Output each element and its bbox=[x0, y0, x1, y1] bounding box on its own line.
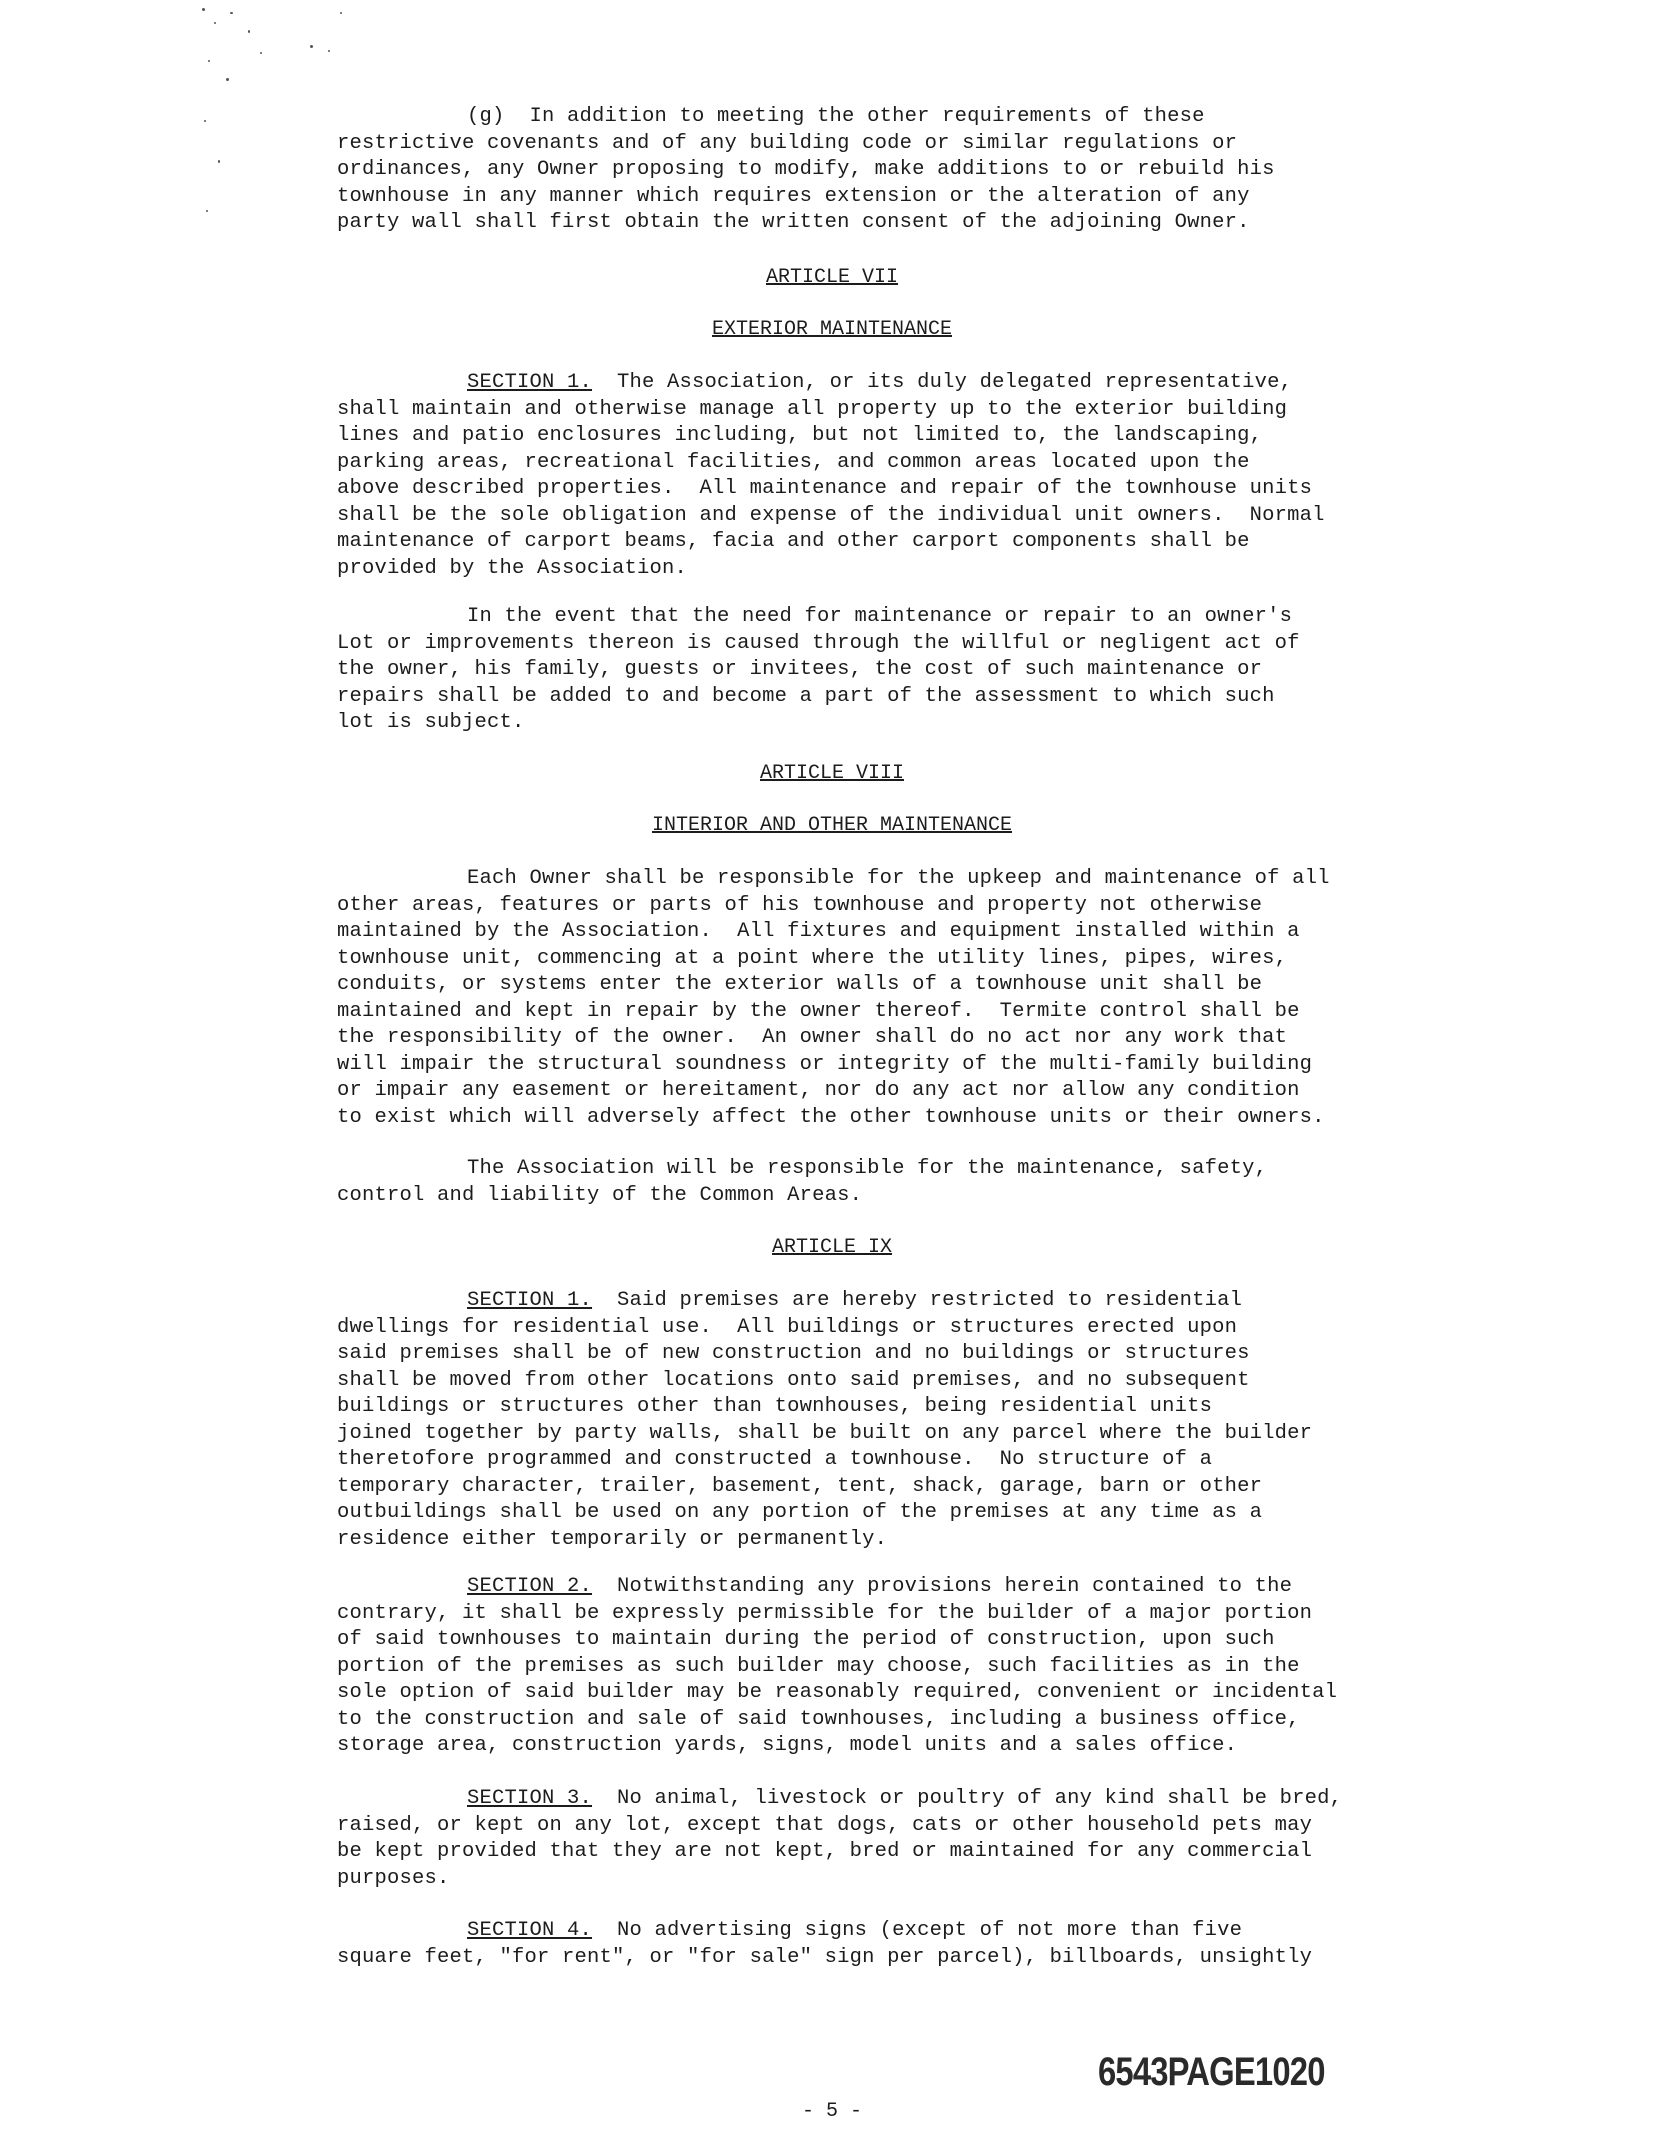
article-viii-paragraph-2 bbox=[337, 1156, 1397, 1209]
para-g-line: party wall shall first obtain the written consent of the adjoining Owner. bbox=[337, 211, 1250, 234]
article-viii-title: ARTICLE VIII bbox=[759, 762, 905, 785]
section-text: No advertising signs (except of not more than five bbox=[592, 1919, 1243, 1942]
text-line: The Association will be responsible for the maintenance, safety, bbox=[467, 1157, 1268, 1180]
text-line: joined together by party walls, shall be built on any parcel where the builder bbox=[337, 1421, 1313, 1445]
text-line: to the construction and sale of said townhouses, including a business office, bbox=[337, 1707, 1300, 1731]
text-line: shall be moved from other locations onto said premises, and no subsequent bbox=[337, 1368, 1250, 1392]
article-vii-subtitle: EXTERIOR MAINTENANCE bbox=[711, 318, 953, 341]
article-viii-paragraph-1 bbox=[337, 866, 1397, 1131]
page-number: - 5 - bbox=[801, 2100, 862, 2123]
text-line: the owner, his family, guests or invitees, the cost of such maintenance or bbox=[337, 658, 1263, 681]
text-line: or impair any easement or hereitament, nor do any act nor allow any condition bbox=[337, 1079, 1300, 1102]
text-line: Lot or improvements thereon is caused through the willful or negligent act of bbox=[337, 631, 1300, 655]
text-line: said premises shall be of new construction and no buildings or structures bbox=[337, 1342, 1250, 1365]
text-line: storage area, construction yards, signs, model units and a sales office. bbox=[337, 1734, 1238, 1757]
text-line: maintained and kept in repair by the owner thereof. Termite control shall be bbox=[337, 999, 1300, 1023]
section-label: SECTION 3. bbox=[467, 1787, 593, 1810]
text-line: sole option of said builder may be reasonably required, convenient or incidental bbox=[337, 1681, 1338, 1704]
section-text: The Association, or its duly delegated representative, bbox=[592, 371, 1293, 394]
text-line: outbuildings shall be used on any portion of the premises at any time as a bbox=[337, 1501, 1263, 1524]
article-ix-section-3 bbox=[337, 1786, 1397, 1892]
text-line: maintained by the Association. All fixtures and equipment installed within a bbox=[337, 920, 1300, 943]
text-line: shall be the sole obligation and expense of the individual unit owners. Normal bbox=[337, 503, 1325, 527]
article-viii-subtitle: INTERIOR AND OTHER MAINTENANCE bbox=[651, 814, 1013, 837]
text-line: conduits, or systems enter the exterior walls of a townhouse unit shall be bbox=[337, 973, 1263, 996]
article-ix-section-4 bbox=[337, 1918, 1397, 1971]
text-line: other areas, features or parts of his townhouse and property not otherwise bbox=[337, 893, 1263, 917]
section-label: SECTION 1. bbox=[467, 1289, 593, 1312]
para-g-line: townhouse in any manner which requires extension or the alteration of any bbox=[337, 184, 1250, 208]
text-line: lot is subject. bbox=[337, 711, 525, 734]
book-page-stamp: 6543PAGE1020 bbox=[1098, 2050, 1325, 2094]
section-label: SECTION 4. bbox=[467, 1919, 593, 1942]
para-g-line: ordinances, any Owner proposing to modify, make additions to or rebuild his bbox=[337, 158, 1275, 181]
text-line: shall maintain and otherwise manage all property up to the exterior building bbox=[337, 397, 1288, 421]
article-ix-title: ARTICLE IX bbox=[771, 1236, 893, 1259]
text-line: purposes. bbox=[337, 1866, 450, 1890]
text-line: of said townhouses to maintain during the period of construction, upon such bbox=[337, 1628, 1275, 1651]
text-line: lines and patio enclosures including, but not limited to, the landscaping, bbox=[337, 424, 1263, 447]
text-line: to exist which will adversely affect the other townhouse units or their owners. bbox=[337, 1105, 1325, 1129]
text-line: raised, or kept on any lot, except that dogs, cats or other household pets may bbox=[337, 1813, 1313, 1837]
section-label: SECTION 1. bbox=[467, 371, 593, 394]
article-vii-paragraph-2 bbox=[337, 604, 1397, 737]
para-g-line: restrictive covenants and of any building code or similar regulations or bbox=[337, 131, 1238, 155]
section-label: SECTION 2. bbox=[467, 1575, 593, 1598]
text-line: control and liability of the Common Areas. bbox=[337, 1183, 863, 1207]
text-line: dwellings for residential use. All buildings or structures erected upon bbox=[337, 1315, 1238, 1339]
article-vii-section-1 bbox=[337, 370, 1397, 582]
para-g-line: (g) In addition to meeting the other requirements of these bbox=[467, 105, 1205, 128]
text-line: square feet, "for rent", or "for sale" sign per parcel), billboards, unsightly bbox=[337, 1945, 1313, 1969]
text-line: provided by the Association. bbox=[337, 556, 688, 580]
scan-specks bbox=[200, 0, 360, 300]
article-ix-section-2 bbox=[337, 1574, 1397, 1760]
text-line: repairs shall be added to and become a part of the assessment to which such bbox=[337, 684, 1275, 708]
text-line: contrary, it shall be expressly permissible for the builder of a major portion bbox=[337, 1601, 1313, 1625]
text-line: will impair the structural soundness or integrity of the multi-family building bbox=[337, 1052, 1313, 1076]
text-line: temporary character, trailer, basement, tent, shack, garage, barn or other bbox=[337, 1474, 1263, 1498]
paragraph-g bbox=[337, 104, 1397, 237]
text-line: buildings or structures other than townhouses, being residential units bbox=[337, 1395, 1213, 1418]
text-line: residence either temporarily or permanently. bbox=[337, 1527, 888, 1551]
text-line: townhouse unit, commencing at a point where the utility lines, pipes, wires, bbox=[337, 946, 1288, 970]
text-line: be kept provided that they are not kept, bred or maintained for any commercial bbox=[337, 1840, 1313, 1863]
text-line: maintenance of carport beams, facia and other carport components shall be bbox=[337, 530, 1250, 553]
section-text: Said premises are hereby restricted to residential bbox=[592, 1289, 1243, 1312]
text-line: theretofore programmed and constructed a townhouse. No structure of a bbox=[337, 1448, 1213, 1471]
article-vii-title: ARTICLE VII bbox=[765, 266, 899, 289]
text-line: the responsibility of the owner. An owner shall do no act nor any work that bbox=[337, 1026, 1288, 1049]
section-text: No animal, livestock or poultry of any kind shall be bred, bbox=[592, 1787, 1343, 1810]
article-ix-section-1 bbox=[337, 1288, 1397, 1553]
text-line: portion of the premises as such builder may choose, such facilities as in the bbox=[337, 1654, 1300, 1678]
text-line: above described properties. All maintenance and repair of the townhouse units bbox=[337, 477, 1313, 500]
text-line: In the event that the need for maintenance or repair to an owner's bbox=[467, 605, 1293, 628]
text-line: Each Owner shall be responsible for the upkeep and maintenance of all bbox=[467, 867, 1330, 890]
text-line: parking areas, recreational facilities, and common areas located upon the bbox=[337, 450, 1250, 474]
section-text: Notwithstanding any provisions herein contained to the bbox=[592, 1575, 1293, 1598]
